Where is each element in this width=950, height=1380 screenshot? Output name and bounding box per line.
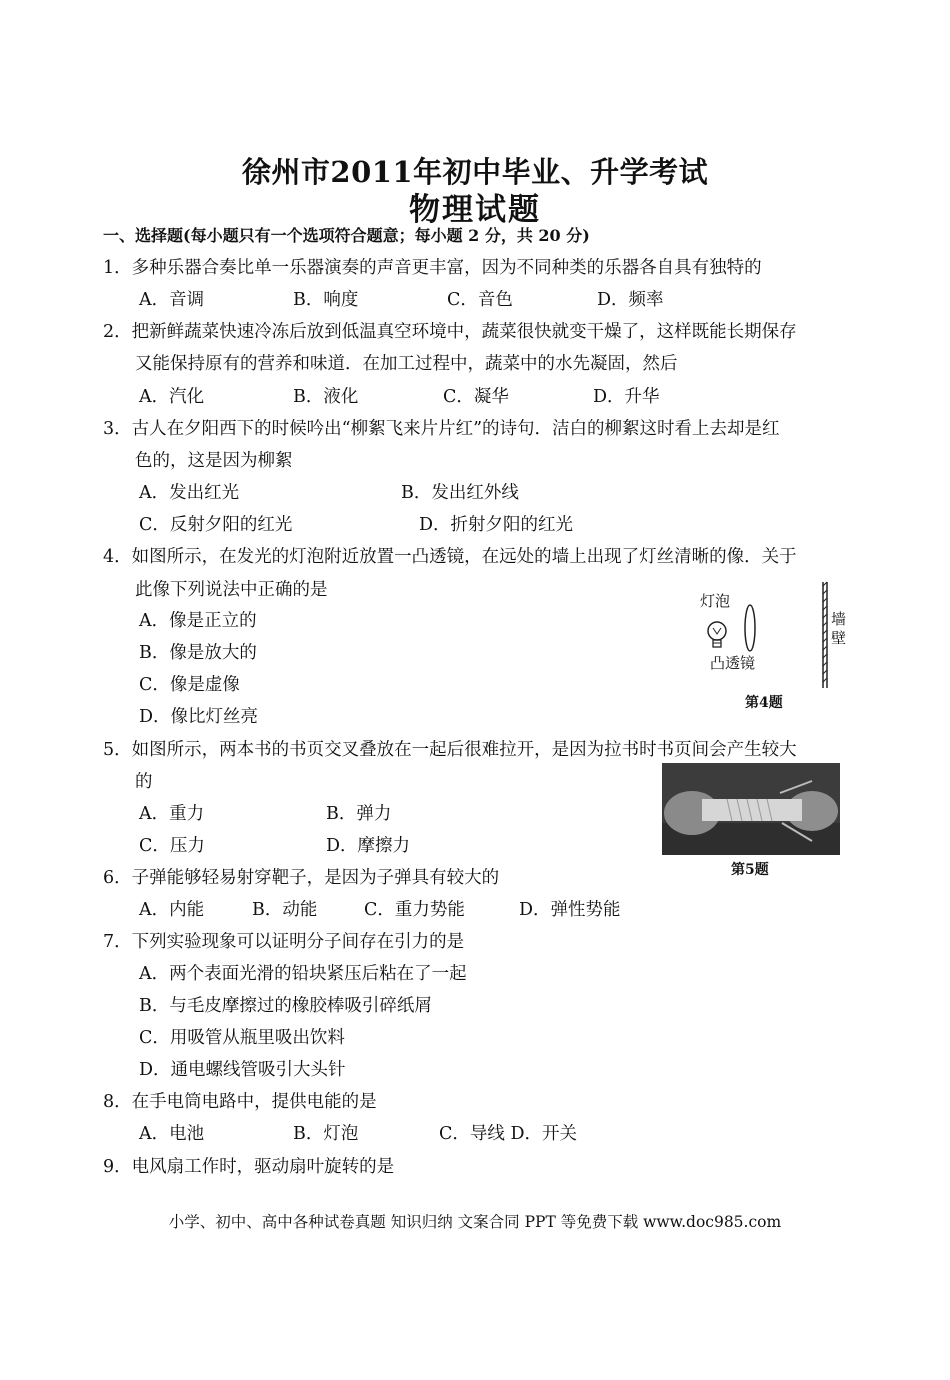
wall-icon [823, 582, 827, 688]
q5-option-d: D．摩擦力 [326, 836, 411, 856]
q1-option-d: D．频率 [597, 290, 664, 310]
figure-q4 [690, 580, 860, 715]
q6-option-d: D．弹性势能 [519, 900, 621, 920]
section-heading: 一、选择题(每小题只有一个选项符合题意；每小题 2 分，共 20 分) [103, 226, 590, 245]
figure-4-caption: 第4题 [745, 695, 783, 711]
q8-option-b: B．灯泡 [293, 1124, 359, 1144]
q2-option-a: A．汽化 [139, 387, 205, 407]
q7-option-d: D．通电螺线管吸引大头针 [139, 1060, 346, 1080]
q4-option-c: C．像是虚像 [139, 675, 240, 695]
q3-option-d: D．折射夕阳的红光 [419, 515, 574, 535]
q6-option-a: A．内能 [139, 900, 205, 920]
q5-option-b: B．弹力 [326, 804, 392, 824]
exam-subtitle: 物理试题 [409, 192, 541, 228]
q1-option-a: A．音调 [139, 290, 205, 310]
q4-option-b: B．像是放大的 [139, 643, 257, 663]
question-3-stem-cont: 色的，这是因为柳絮 [135, 451, 293, 471]
exam-title: 徐州市2011年初中毕业、升学考试 [241, 155, 709, 189]
question-9-stem: 9．电风扇工作时，驱动扇叶旋转的是 [103, 1157, 395, 1177]
q6-option-c: C．重力势能 [364, 900, 465, 920]
q2-option-b: B．液化 [293, 387, 359, 407]
convex-lens-icon [745, 605, 755, 651]
bulb-icon [708, 622, 726, 647]
page-footer: 小学、初中、高中各种试卷真题 知识归纳 文案合同 PPT 等免费下载 www.doc985.com [168, 1213, 782, 1231]
q5-option-c: C．压力 [139, 836, 205, 856]
question-2-stem: 2．把新鲜蔬菜快速冷冻后放到低温真空环境中，蔬菜很快就变干燥了，这样既能长期保存 [103, 322, 797, 342]
q2-option-c: C．凝华 [443, 387, 509, 407]
figure-5-caption: 第5题 [731, 862, 769, 878]
question-4-stem-cont: 此像下列说法中正确的是 [135, 580, 328, 600]
question-2-stem-cont: 又能保持原有的营养和味道．在加工过程中，蔬菜中的水先凝固，然后 [135, 354, 678, 374]
q5-option-a: A．重力 [139, 804, 205, 824]
bulb-label: 灯泡 [700, 592, 731, 610]
q4-option-a: A．像是正立的 [139, 611, 257, 631]
question-5-stem: 5．如图所示，两本书的书页交叉叠放在一起后很难拉开，是因为拉书时书页间会产生较大 [103, 740, 797, 760]
question-6-stem: 6．子弹能够轻易射穿靶子，是因为子弹具有较大的 [103, 868, 500, 888]
q7-option-b: B．与毛皮摩擦过的橡胶棒吸引碎纸屑 [139, 996, 432, 1016]
q4-option-d: D．像比灯丝亮 [139, 707, 259, 727]
question-5-stem-cont: 的 [135, 772, 153, 792]
q8-option-cd: C．导线 D．开关 [439, 1124, 577, 1144]
q1-option-c: C．音色 [447, 290, 513, 310]
question-4-stem: 4．如图所示，在发光的灯泡附近放置一凸透镜，在远处的墙上出现了灯丝清晰的像．关于 [103, 547, 797, 567]
wall-label-1: 墙 [831, 610, 847, 628]
lens-label: 凸透镜 [710, 654, 756, 672]
figure-q5-photo [662, 763, 840, 855]
q1-option-b: B．响度 [293, 290, 359, 310]
q8-option-a: A．电池 [139, 1124, 205, 1144]
books-photo [662, 763, 840, 855]
q7-option-c: C．用吸管从瓶里吸出饮料 [139, 1028, 345, 1048]
q6-option-b: B．动能 [252, 900, 318, 920]
q2-option-d: D．升华 [593, 387, 660, 407]
question-1-stem: 1．多种乐器合奏比单一乐器演奏的声音更丰富，因为不同种类的乐器各自具有独特的 [103, 258, 762, 278]
question-8-stem: 8．在手电筒电路中，提供电能的是 [103, 1092, 377, 1112]
wall-label-2: 壁 [831, 629, 847, 647]
q3-option-a: A．发出红光 [139, 483, 240, 503]
q3-option-c: C．反射夕阳的红光 [139, 515, 293, 535]
question-7-stem: 7．下列实验现象可以证明分子间存在引力的是 [103, 932, 465, 952]
q7-option-a: A．两个表面光滑的铅块紧压后粘在了一起 [139, 964, 467, 984]
q3-option-b: B．发出红外线 [401, 483, 519, 503]
question-3-stem: 3．古人在夕阳西下的时候吟出“柳絮飞来片片红”的诗句．洁白的柳絮这时看上去却是红 [103, 419, 780, 439]
